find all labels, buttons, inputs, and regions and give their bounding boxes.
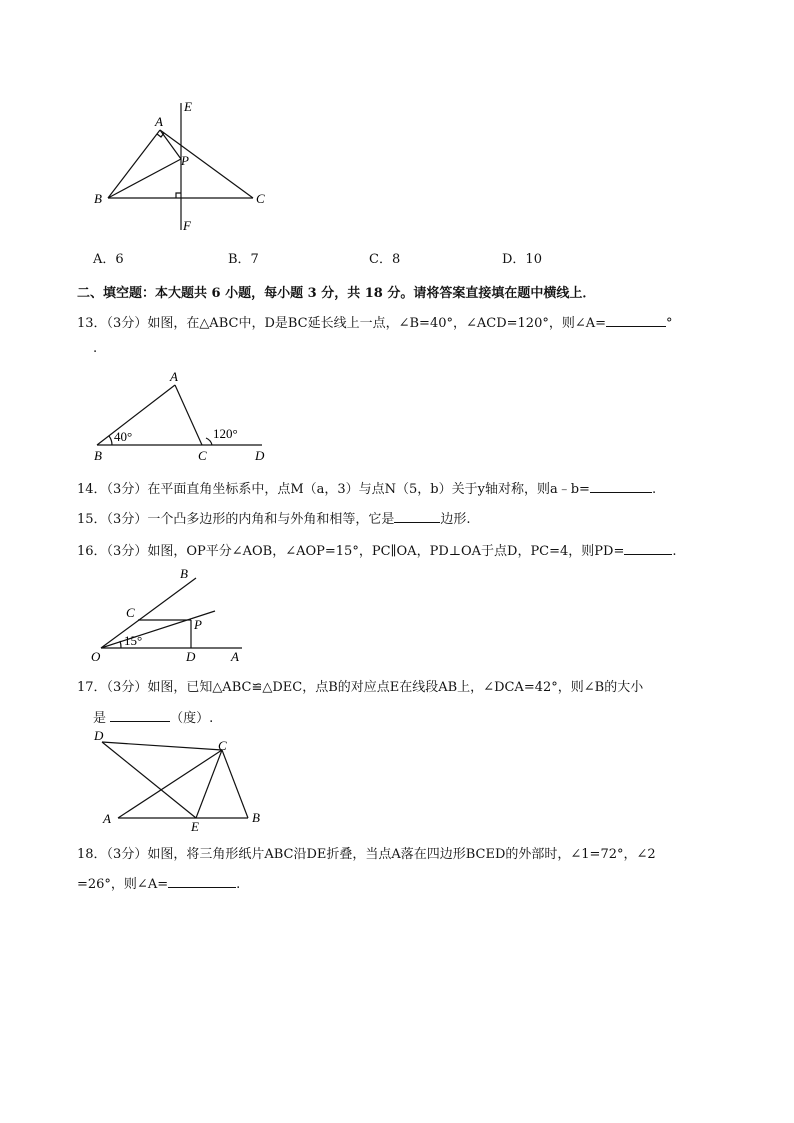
fig12-label-c: C <box>256 191 265 206</box>
q17-stem-line2 <box>93 707 213 726</box>
fig13-label-c: C <box>198 448 207 463</box>
fig16-label-b: B <box>180 566 188 581</box>
q17-answer-blank[interactable] <box>110 709 170 722</box>
q14-stem <box>77 478 656 497</box>
q13-unit: ° <box>666 316 673 331</box>
fig12-label-e: E <box>184 99 192 114</box>
figure-q16 <box>85 563 250 666</box>
figure-q17 <box>85 726 270 836</box>
q16-answer-blank[interactable] <box>624 542 672 555</box>
q18-stem: 18．（3分）如图，将三角形纸片ABC沿DE折叠，当点A落在四边形BCED的外部时，∠1=72°，∠2 <box>77 847 656 862</box>
q12-choice-a: A．6 <box>93 252 124 267</box>
fig13-angle-c: 120° <box>213 426 238 441</box>
q15-text: 15．（3分）一个凸多边形的内角和与外角和相等，它是 <box>77 512 395 527</box>
fig16-label-d: D <box>186 649 196 664</box>
q13-stem <box>77 312 673 331</box>
fig16-label-p: P <box>194 617 202 632</box>
q18-text: =26°，则∠A= <box>77 877 169 892</box>
q17-post: （度）. <box>170 711 214 726</box>
fig17-label-d: D <box>94 728 104 743</box>
figure-q13 <box>85 368 275 463</box>
fig17-label-c: C <box>218 738 227 753</box>
q16-end: . <box>672 544 677 559</box>
q13-text: 13．（3分）如图，在△ABC中，D是BC延长线上一点，∠B=40°，∠ACD=120°，则∠A= <box>77 316 607 331</box>
q12-choice-b: B．7 <box>228 252 259 267</box>
fig13-angle-b: 40° <box>114 429 133 444</box>
section-heading: 二、填空题：本大题共 6 小题，每小题 3 分，共 18 分。请将答案直接填在题中横线上． <box>77 286 596 301</box>
fig12-label-p: P <box>181 153 189 168</box>
q18-answer-blank[interactable] <box>168 875 236 888</box>
figure-q12 <box>85 95 275 240</box>
q18-end: . <box>236 877 241 892</box>
fig13-label-b: B <box>94 448 102 463</box>
fig16-label-c: C <box>126 605 135 620</box>
q17-stem: 17．（3分）如图，已知△ABC≌△DEC，点B的对应点E在线段AB上，∠DCA=42°，则∠B的大小 <box>77 680 644 695</box>
fig17-label-b: B <box>252 810 260 825</box>
fig13-label-d: D <box>255 448 265 463</box>
q14-end: . <box>651 482 657 497</box>
fig12-label-b: B <box>94 191 102 206</box>
fig17-label-a: A <box>103 811 111 826</box>
q13-answer-blank[interactable] <box>606 314 666 327</box>
q15-answer-blank[interactable] <box>394 510 440 523</box>
fig16-angle: 15° <box>124 633 143 648</box>
q16-text: 16．（3分）如图，OP平分∠AOB，∠AOP=15°，PC∥OA，PD⊥OA于点D，PC=4，则PD= <box>77 544 625 559</box>
fig13-label-a: A <box>170 369 178 384</box>
q15-end: 边形. <box>440 512 471 527</box>
q17-pre: 是 <box>93 711 107 726</box>
fig12-label-a: A <box>155 114 163 129</box>
q13-end: . <box>93 341 98 356</box>
q18-stem-line2 <box>77 873 240 892</box>
q15-stem <box>77 508 470 527</box>
fig16-label-o: O <box>91 649 101 664</box>
fig12-label-f: F <box>183 218 191 233</box>
q14-text: 14．（3分）在平面直角坐标系中，点M（a，3）与点N（5，b）关于y轴对称，则a﹣b= <box>77 482 590 497</box>
q12-choice-d: D．10 <box>502 252 542 267</box>
q14-answer-blank[interactable] <box>590 480 652 493</box>
q12-choice-c: C．8 <box>369 252 401 267</box>
q16-stem <box>77 540 677 559</box>
fig16-label-a: A <box>231 649 239 664</box>
fig17-label-e: E <box>191 819 199 834</box>
